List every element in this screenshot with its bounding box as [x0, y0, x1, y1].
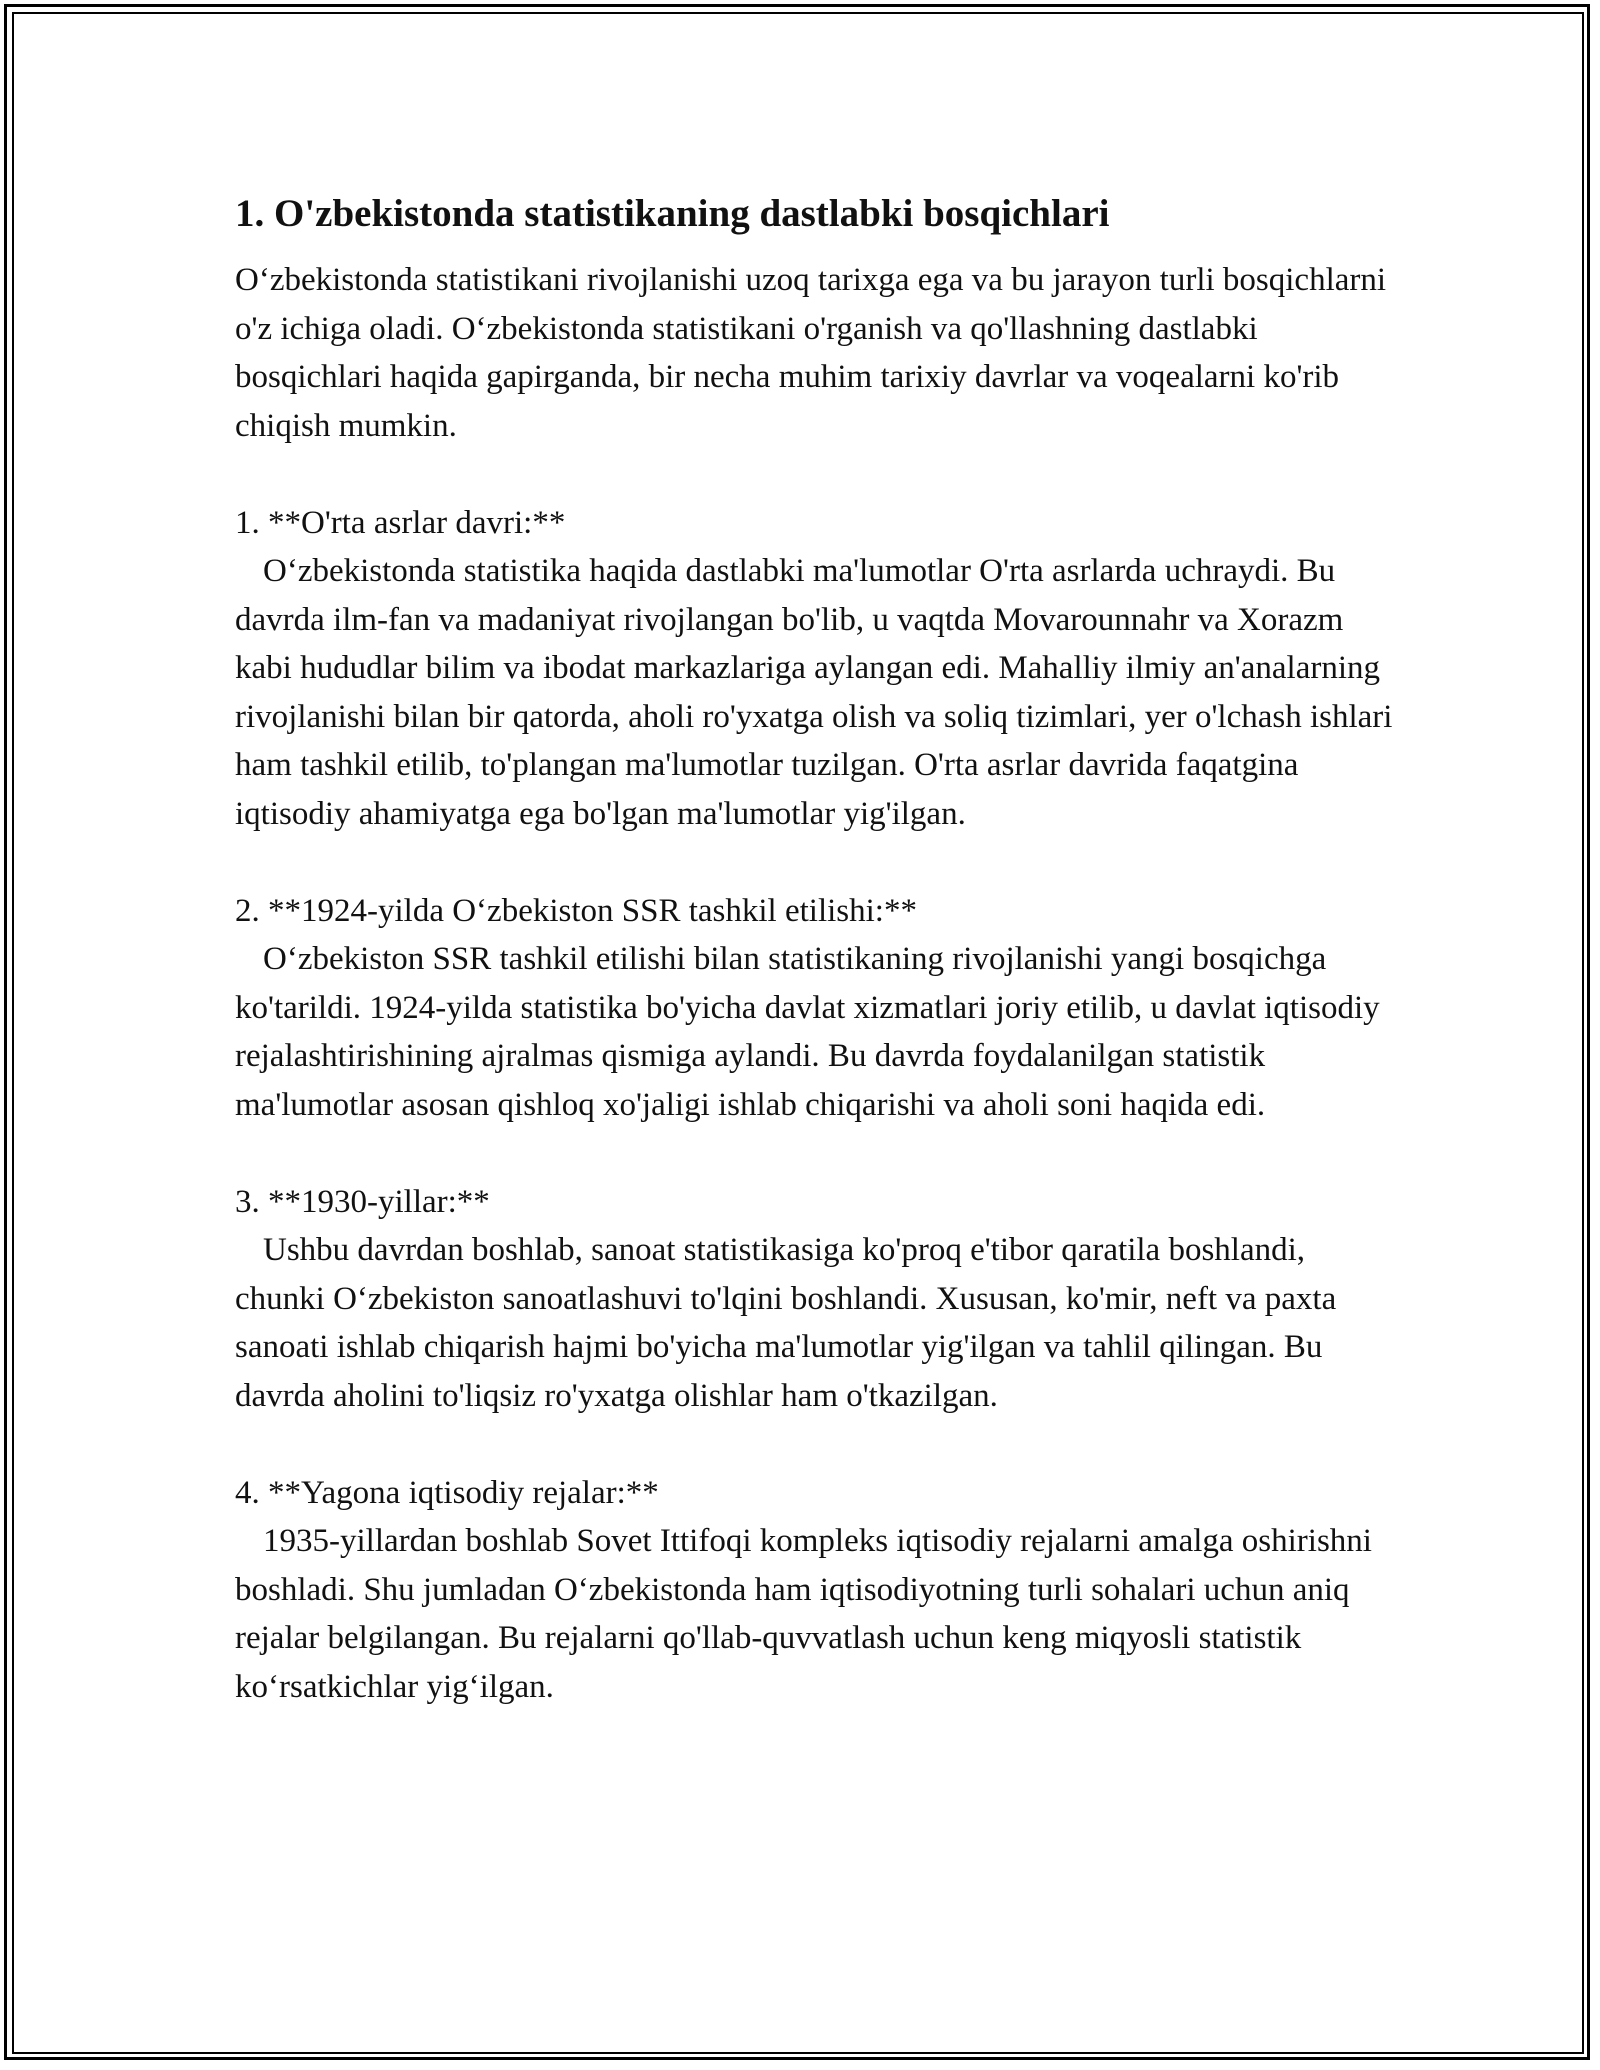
section-middle-ages	[235, 499, 1395, 839]
section-body: O‘zbekiston SSR tashkil etilishi bilan statistikaning rivojlanishi yangi bosqichga ko'tarildi. 1924-yilda statistika bo'yicha davlat xizmatlari joriy etilib, u davlat iqtisodiy rejalashtirishining ajralmas qismiga aylandi. Bu davrda foydalanilgan statistik ma'lumotlar asosan qishloq xo'jaligi ishlab chiqarishi va aholi soni haqida edi.	[235, 941, 1380, 1123]
section-body: 1935-yillardan boshlab Sovet Ittifoqi kompleks iqtisodiy rejalarni amalga oshirishni boshladi. Shu jumladan O‘zbekistonda ham iqtisodiyotning turli sohalari uchun aniq rejalar belgilangan. Bu rejalarni qo'llab-quvvatlash uchun keng miqyosli statistik ko‘rsatkichlar yig‘ilgan.	[235, 1523, 1372, 1705]
section-heading: 2. **1924-yilda O‘zbekiston SSR tashkil etilishi:**	[235, 892, 917, 929]
section-1930s	[235, 1178, 1395, 1421]
section-heading: 1. **O'rta asrlar davri:**	[235, 504, 566, 541]
document-body	[235, 188, 1395, 1711]
intro-paragraph: O‘zbekistonda statistikani rivojlanishi uzoq tarixga ega va bu jarayon turli bosqichlarni o'z ichiga oladi. O‘zbekistonda statistikani o'rganish va qo'llashning dastlabki bosqichlari haqida gapirganda, bir necha muhim tarixiy davrlar va voqealarni ko'rib chiqish mumkin.	[235, 262, 1387, 444]
document-title: 1. O'zbekistonda statistikaning dastlabki bosqichlari	[235, 192, 1110, 235]
section-heading: 4. **Yagona iqtisodiy rejalar:**	[235, 1474, 659, 1511]
section-body: Ushbu davrdan boshlab, sanoat statistikasiga ko'proq e'tibor qaratila boshlandi, chunki O‘zbekiston sanoatlashuvi to'lqini boshlandi. Xususan, ko'mir, neft va paxta sanoati ishlab chiqarish hajmi bo'yicha ma'lumotlar yig'ilgan va tahlil qilingan. Bu davrda aholini to'liqsiz ro'yxatga olishlar ham o'tkazilgan.	[235, 1232, 1337, 1414]
section-1924-ssr	[235, 887, 1395, 1130]
section-economic-plans	[235, 1469, 1395, 1712]
section-heading: 3. **1930-yillar:**	[235, 1183, 490, 1220]
section-body: O‘zbekistonda statistika haqida dastlabki ma'lumotlar O'rta asrlarda uchraydi. Bu davrda ilm-fan va madaniyat rivojlangan bo'lib, u vaqtda Movarounnahr va Xorazm kabi hududlar bilim va ibodat markazlariga aylangan edi. Mahalliy ilmiy an'analarning rivojlanishi bilan bir qatorda, aholi ro'yxatga olish va soliq tizimlari, yer o'lchash ishlari ham tashkil etilib, to'plangan ma'lumotlar tuzilgan. O'rta asrlar davrida faqatgina iqtisodiy ahamiyatga ega bo'lgan ma'lumotlar yig'ilgan.	[235, 553, 1393, 832]
